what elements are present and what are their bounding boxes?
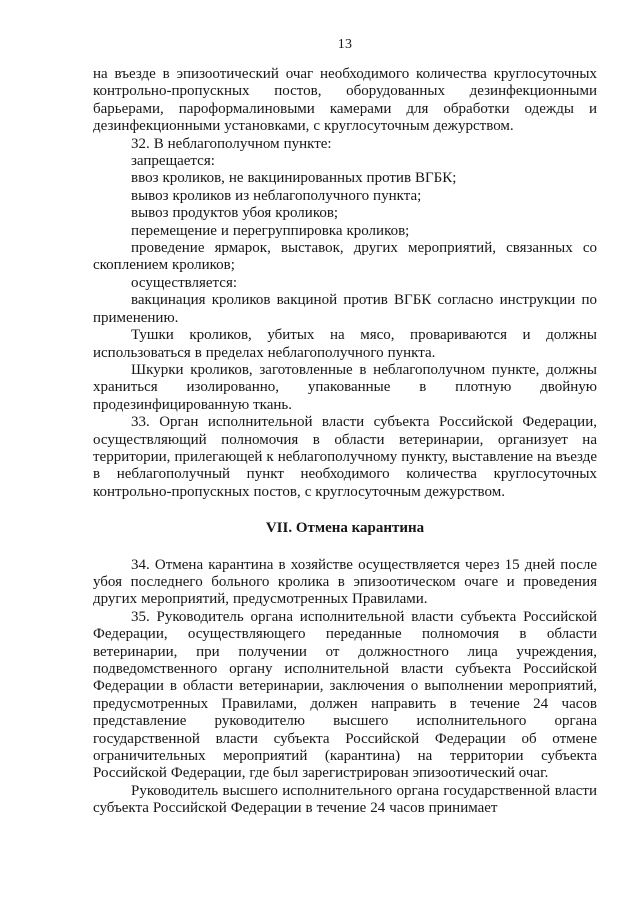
- page-number: 13: [337, 37, 353, 52]
- paragraph: осуществляется:: [131, 274, 238, 291]
- paragraph: Тушки кроликов, убитых на мясо, провариваются и должны использоваться в пределах неблагополучного пункта.: [93, 327, 597, 361]
- paragraph: перемещение и перегруппировка кроликов;: [131, 222, 410, 239]
- paragraph-block-top: [93, 66, 597, 501]
- paragraph: запрещается:: [131, 153, 215, 170]
- paragraph: 33. Орган исполнительной власти субъекта Российской Федерации, осуществляющий полномочия в области ветеринарии, организует на территории, прилегающей к неблагополучному пункту, выставление на въезде в неблагополучный пункт необходимого количества круглосуточных контрольно-пропускных постов, с круглосуточным дежурством.: [93, 414, 597, 500]
- paragraph: вывоз продуктов убоя кроликов;: [131, 205, 339, 222]
- paragraph: проведение ярмарок, выставок, других мероприятий, связанных со скоплением кроликов;: [93, 240, 597, 274]
- paragraph: 35. Руководитель органа исполнительной власти субъекта Российской Федерации, осуществляющего переданные полномочия в области ветеринарии, при получении от должностного лица учреждения, подведомственного органу исполнительной власти субъекта Российской Федерации в области ветеринарии, заключения о выполнении мероприятий, предусмотренных Правилами, должен направить в течение 24 часов представление руководителю высшего исполнительного органа государственной власти субъекта Российской Федерации об отмене ограничительных мероприятий (карантина) на территории субъекта Российской Федерации, где был зарегистрирован эпизоотический очаг.: [93, 608, 597, 782]
- paragraph: 34. Отмена карантина в хозяйстве осуществляется через 15 дней после убоя последнего больного кролика в эпизоотическом очаге и проведения других мероприятий, предусмотренных Правилами.: [93, 556, 597, 608]
- paragraph: ввоз кроликов, не вакцинированных против ВГБК;: [131, 170, 457, 187]
- document-page: [93, 36, 597, 818]
- paragraph: 32. В неблагополучном пункте:: [131, 135, 332, 152]
- section-heading: VII. Отмена карантина: [265, 520, 425, 537]
- paragraph: Шкурки кроликов, заготовленные в неблагополучном пункте, должны храниться изолированно, упакованные в плотную двойную продезинфицированную ткань.: [93, 361, 597, 413]
- paragraph: вакцинация кроликов вакциной против ВГБК согласно инструкции по применению.: [93, 292, 597, 326]
- paragraph: Руководитель высшего исполнительного органа государственной власти субъекта Российской Федерации в течение 24 часов принимает: [93, 782, 597, 817]
- paragraph-block-bottom: [93, 557, 597, 818]
- paragraph: на въезде в эпизоотический очаг необходимого количества круглосуточных контрольно-пропускных постов, оборудованных дезинфекционными барьерами, пароформалиновыми камерами для обработки одежды и дезинфекционными установками, с круглосуточным дежурством.: [93, 66, 597, 135]
- paragraph: вывоз кроликов из неблагополучного пункта;: [131, 187, 422, 204]
